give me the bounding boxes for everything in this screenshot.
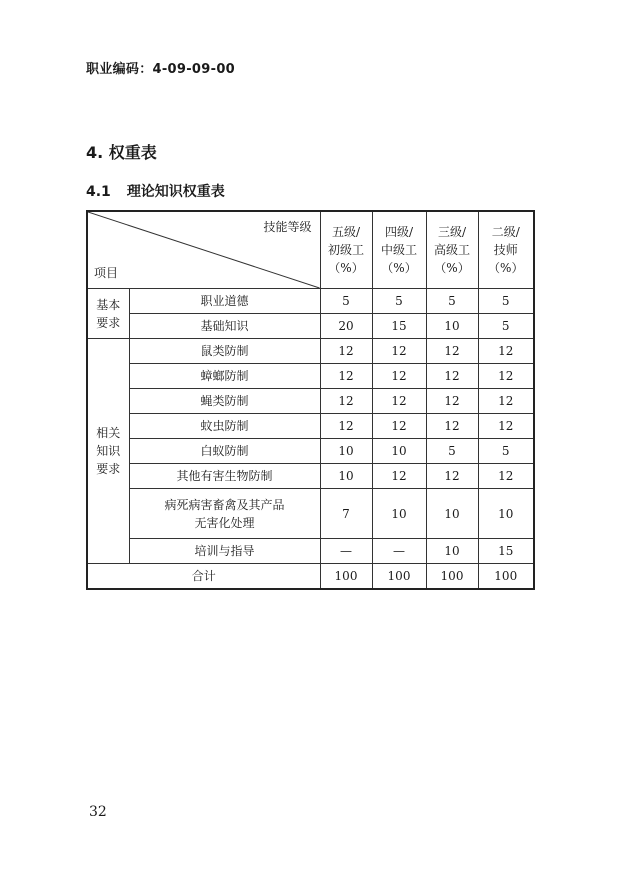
table-header-row bbox=[87, 211, 534, 289]
table-row bbox=[87, 339, 534, 364]
level-header-5: 五级/ 初级工 （%） bbox=[320, 211, 372, 289]
cell-value: 12 bbox=[372, 414, 426, 439]
cell-value: 20 bbox=[320, 314, 372, 339]
row-item: 白蚁防制 bbox=[129, 439, 320, 464]
group-related-knowledge: 相关 知识 要求 bbox=[87, 339, 129, 564]
cell-value: 5 bbox=[320, 289, 372, 314]
row-item: 鼠类防制 bbox=[129, 339, 320, 364]
cell-value: 10 bbox=[426, 314, 478, 339]
row-item: 培训与指导 bbox=[129, 539, 320, 564]
cell-value: 12 bbox=[372, 364, 426, 389]
cell-value: 7 bbox=[320, 489, 372, 539]
subsection-label: 理论知识权重表 bbox=[126, 184, 225, 200]
occupation-code: 职业编码：4-09-09-00 bbox=[86, 62, 236, 77]
table-row bbox=[87, 439, 534, 464]
cell-value: 12 bbox=[320, 364, 372, 389]
cell-value: 5 bbox=[426, 289, 478, 314]
cell-value: 12 bbox=[320, 414, 372, 439]
cell-value: 12 bbox=[426, 464, 478, 489]
cell-value: 5 bbox=[478, 439, 534, 464]
cell-value: 12 bbox=[478, 339, 534, 364]
table-row bbox=[87, 539, 534, 564]
subsection-number: 4.1 bbox=[86, 184, 111, 200]
cell-value: 5 bbox=[478, 289, 534, 314]
level-header-2: 二级/ 技师 （%） bbox=[478, 211, 534, 289]
cell-value: 10 bbox=[320, 439, 372, 464]
cell-value: 12 bbox=[426, 414, 478, 439]
row-item: 其他有害生物防制 bbox=[129, 464, 320, 489]
cell-value: 12 bbox=[372, 464, 426, 489]
cell-value: 10 bbox=[372, 489, 426, 539]
total-value: 100 bbox=[478, 564, 534, 589]
diagonal-header-cell bbox=[87, 211, 320, 289]
cell-value: 5 bbox=[372, 289, 426, 314]
row-item: 基础知识 bbox=[129, 314, 320, 339]
row-item: 病死病害畜禽及其产品 无害化处理 bbox=[129, 489, 320, 539]
cell-value: 10 bbox=[426, 489, 478, 539]
table-row bbox=[87, 289, 534, 314]
table-row bbox=[87, 464, 534, 489]
subsection-title bbox=[86, 181, 225, 201]
cell-value: 12 bbox=[426, 364, 478, 389]
skill-level-label: 技能等级 bbox=[263, 220, 312, 234]
cell-value: 12 bbox=[426, 339, 478, 364]
cell-value: 12 bbox=[372, 339, 426, 364]
cell-value: 12 bbox=[478, 414, 534, 439]
row-item: 蚊虫防制 bbox=[129, 414, 320, 439]
cell-value: 5 bbox=[426, 439, 478, 464]
total-row bbox=[87, 564, 534, 589]
table-row bbox=[87, 364, 534, 389]
group-basic-requirements: 基本 要求 bbox=[87, 289, 129, 339]
item-label: 项目 bbox=[94, 266, 119, 280]
cell-value: 10 bbox=[372, 439, 426, 464]
cell-value: 12 bbox=[372, 389, 426, 414]
row-item: 蝇类防制 bbox=[129, 389, 320, 414]
cell-value: 10 bbox=[320, 464, 372, 489]
level-header-3: 三级/ 高级工 （%） bbox=[426, 211, 478, 289]
table-row bbox=[87, 314, 534, 339]
row-item: 职业道德 bbox=[129, 289, 320, 314]
level-header-4: 四级/ 中级工 （%） bbox=[372, 211, 426, 289]
cell-value: 12 bbox=[478, 464, 534, 489]
cell-value: 10 bbox=[426, 539, 478, 564]
cell-value: 12 bbox=[426, 389, 478, 414]
total-label: 合计 bbox=[87, 564, 320, 589]
table-row bbox=[87, 489, 534, 539]
cell-value: — bbox=[320, 539, 372, 564]
table-row bbox=[87, 389, 534, 414]
cell-value: 15 bbox=[478, 539, 534, 564]
section-title: 4. 权重表 bbox=[86, 143, 157, 162]
total-value: 100 bbox=[320, 564, 372, 589]
cell-value: 12 bbox=[478, 389, 534, 414]
total-value: 100 bbox=[426, 564, 478, 589]
cell-value: 10 bbox=[478, 489, 534, 539]
cell-value: 12 bbox=[478, 364, 534, 389]
cell-value: 15 bbox=[372, 314, 426, 339]
theory-weight-table bbox=[86, 210, 535, 590]
cell-value: 12 bbox=[320, 389, 372, 414]
row-item: 蟑螂防制 bbox=[129, 364, 320, 389]
cell-value: — bbox=[372, 539, 426, 564]
cell-value: 12 bbox=[320, 339, 372, 364]
page-number: 32 bbox=[89, 804, 107, 820]
cell-value: 5 bbox=[478, 314, 534, 339]
total-value: 100 bbox=[372, 564, 426, 589]
table-row bbox=[87, 414, 534, 439]
